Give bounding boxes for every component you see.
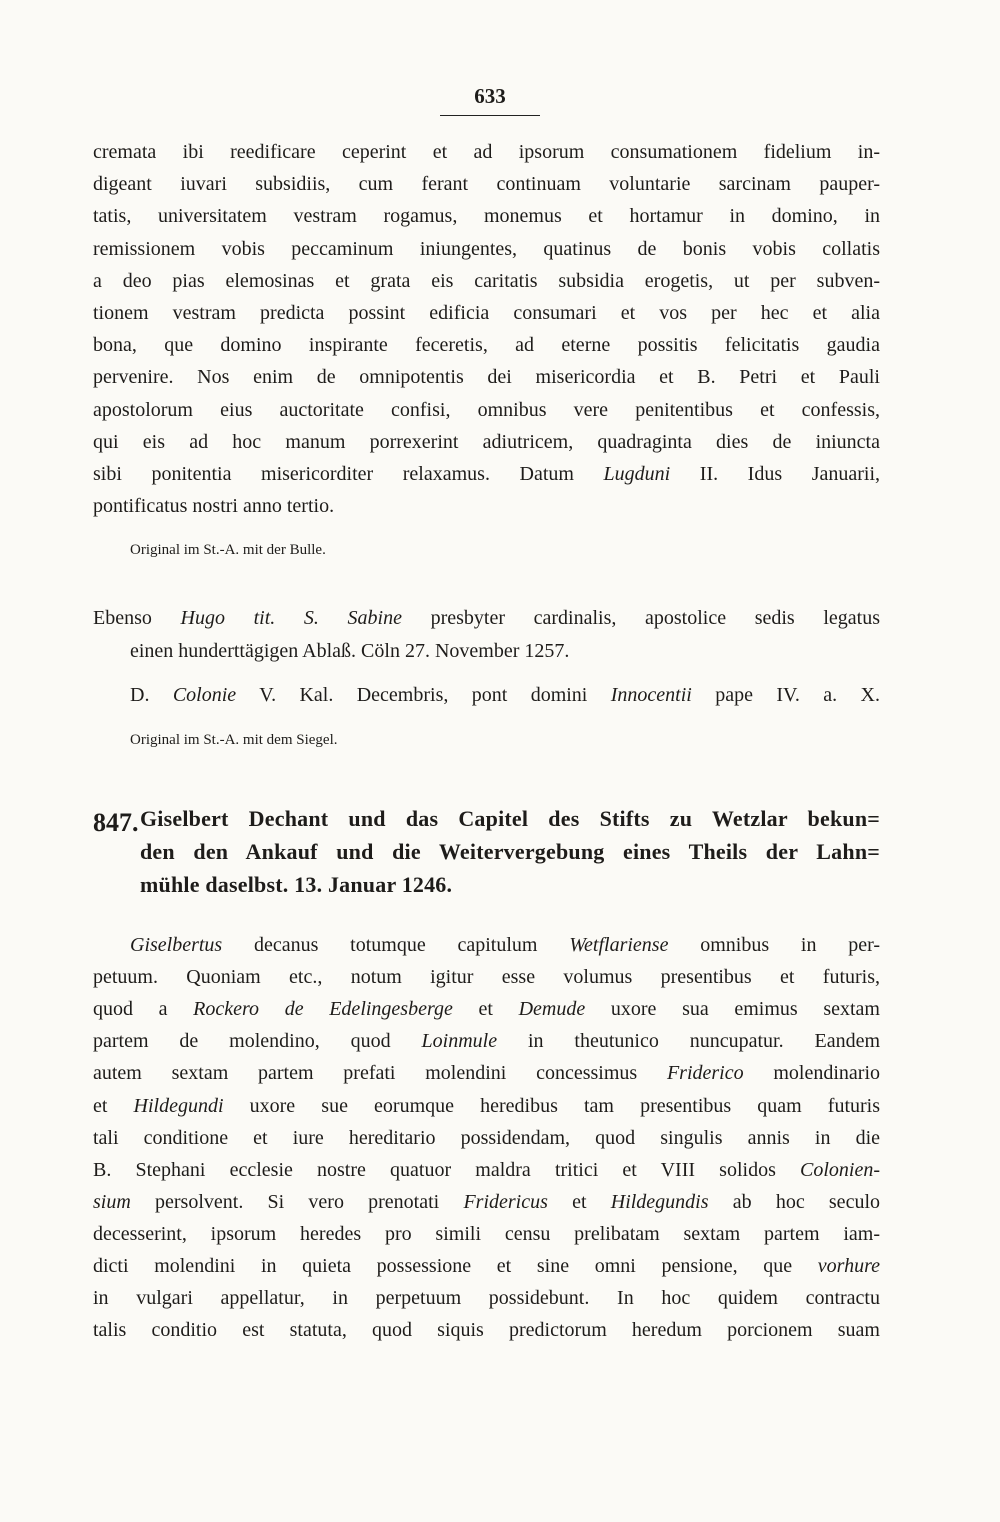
text-line <box>130 933 880 957</box>
text-segment: persolvent. Si vero prenotati <box>130 1190 464 1213</box>
text-line <box>93 1190 880 1214</box>
text-line <box>93 494 880 518</box>
text-segment: cremata ibi reedificare ceperint et ad ipsorum consumationem fidelium in- <box>93 141 880 163</box>
italic-name: Hildegundis <box>610 1190 709 1213</box>
text-line <box>93 269 880 293</box>
text-segment: D. <box>130 684 173 706</box>
italic-name: Lugduni <box>603 463 671 485</box>
italic-name: Rockero de Edelingesberge <box>193 998 453 1021</box>
text-segment: Ebenso <box>93 607 181 629</box>
text-line <box>93 398 880 422</box>
text-segment: remissionem vobis peccaminum iniungentes, quatinus de bonis vobis collatis <box>93 237 880 260</box>
text-segment: pervenire. Nos enim de omnipotentis dei misericordia et B. Petri et Pauli <box>93 366 880 389</box>
document-number: 847. <box>93 808 139 837</box>
text-segment: pape IV. a. X. <box>691 684 880 706</box>
text-segment: pontificatus nostri anno tertio. <box>93 495 335 518</box>
text-line <box>93 237 880 261</box>
italic-name: Friderico <box>666 1062 744 1085</box>
text-segment: et <box>93 1094 134 1117</box>
text-segment: bona, que domino inspirante feceretis, ad eterne possitis felicitatis gaudia <box>93 334 880 357</box>
italic-name: Innocentii <box>610 684 692 706</box>
text-line <box>93 997 880 1021</box>
text-line <box>93 204 880 228</box>
text-segment: decesserint, ipsorum heredes pro simili censu prelibatam sextam partem iam- <box>93 1222 880 1245</box>
italic-name: Colonien- <box>800 1158 880 1181</box>
text-segment: presbyter cardinalis, apostolice sedis legatus <box>401 607 880 629</box>
text-line <box>130 639 880 663</box>
text-segment: partem de molendino, quod <box>93 1030 422 1053</box>
text-line <box>93 1158 880 1182</box>
text-segment: molendinario <box>743 1062 881 1085</box>
text-segment: Original im St.-A. mit dem Siegel. <box>130 732 338 748</box>
text-segment: ab hoc seculo <box>708 1190 880 1213</box>
text-line <box>93 1029 880 1053</box>
text-segment: et <box>452 998 519 1021</box>
text-segment: tionem vestram predicta possint edificia consumari et vos per hec et alia <box>93 302 880 324</box>
text-line <box>93 301 880 325</box>
italic-name: Hugo tit. S. Sabine <box>180 607 402 629</box>
text-segment: petuum. Quoniam etc., notum igitur esse volumus presentibus et futuris, <box>93 966 880 989</box>
italic-name: Colonie <box>172 684 237 706</box>
text-line <box>93 140 880 164</box>
text-segment: Original im St.-A. mit der Bulle. <box>130 542 326 558</box>
page-number: 633 <box>440 84 540 116</box>
text-segment: tali conditione et iure hereditario possidendam, quod singulis annis in die <box>93 1126 880 1149</box>
italic-name: Fridericus <box>463 1190 548 1213</box>
text-segment: sibi ponitentia misericorditer relaxamus. Datum <box>93 463 604 485</box>
text-segment: digeant iuvari subsidiis, cum ferant continuam voluntarie sarcinam pauper- <box>93 173 880 196</box>
text-segment: et <box>547 1190 611 1213</box>
text-line <box>140 807 880 831</box>
text-segment: qui eis ad hoc manum porrexerint adiutricem, quadraginta dies de iniuncta <box>93 430 880 453</box>
text-segment: V. Kal. Decembris, pont domini <box>236 684 611 706</box>
text-segment: in theutunico nuncupatur. Eandem <box>497 1030 881 1053</box>
text-segment: den den Ankauf und die Weitervergebung eines Theils der Lahn= <box>140 839 880 864</box>
italic-name: vorhure <box>817 1255 880 1277</box>
text-line <box>93 172 880 196</box>
text-line <box>93 333 880 357</box>
text-line <box>93 1222 880 1246</box>
text-segment: tatis, universitatem vestram rogamus, monemus et hortamur in domino, in <box>93 205 880 228</box>
text-segment: autem sextam partem prefati molendini concessimus <box>93 1062 667 1085</box>
italic-name: Loinmule <box>421 1030 498 1053</box>
text-line <box>93 1094 880 1118</box>
text-line <box>140 873 880 897</box>
text-line <box>93 1254 880 1278</box>
italic-name: Demude <box>518 998 586 1021</box>
text-segment: dicti molendini in quieta possessione et sine omni pensione, que <box>93 1255 818 1277</box>
text-segment: quod a <box>93 998 194 1021</box>
text-line <box>93 430 880 454</box>
text-line <box>93 1318 880 1342</box>
text-segment: mühle daselbst. 13. Januar 1246. <box>140 872 453 897</box>
text-line <box>93 1126 880 1150</box>
text-segment: Giselbert Dechant und das Capitel des Stifts zu Wetzlar bekun= <box>140 806 880 831</box>
italic-name: Hildegundi <box>133 1094 224 1117</box>
text-line <box>130 683 880 707</box>
italic-name: sium <box>93 1190 131 1213</box>
italic-name: Wetflariense <box>569 934 669 956</box>
text-segment: uxore sue eorumque heredibus tam presentibus quam futuris <box>223 1094 881 1117</box>
italic-name: Giselbertus <box>130 934 223 956</box>
text-line <box>93 606 880 630</box>
text-segment: talis conditio est statuta, quod siquis predictorum heredum porcionem suam <box>93 1319 880 1342</box>
text-line <box>93 1061 880 1085</box>
text-segment: II. Idus Januarii, <box>670 463 880 485</box>
text-segment: decanus totumque capitulum <box>222 934 570 956</box>
text-line <box>93 365 880 389</box>
text-line <box>130 728 337 752</box>
text-segment: einen hunderttägigen Ablaß. Cöln 27. November 1257. <box>130 639 570 662</box>
text-segment: apostolorum eius auctoritate confisi, omnibus vere penitentibus et confessis, <box>93 398 880 421</box>
text-segment: in vulgari appellatur, in perpetuum possidebunt. In hoc quidem contractu <box>93 1287 880 1310</box>
text-segment: a deo pias elemosinas et grata eis caritatis subsidia erogetis, ut per subven- <box>93 269 880 292</box>
text-line <box>93 462 880 486</box>
text-line <box>140 840 880 864</box>
text-line <box>93 1286 880 1310</box>
text-segment: omnibus in per- <box>668 934 881 956</box>
text-line <box>93 965 880 989</box>
text-line <box>130 538 326 562</box>
text-segment: B. Stephani ecclesie nostre quatuor maldra tritici et VIII solidos <box>93 1158 800 1181</box>
text-segment: uxore sua emimus sextam <box>585 998 880 1021</box>
